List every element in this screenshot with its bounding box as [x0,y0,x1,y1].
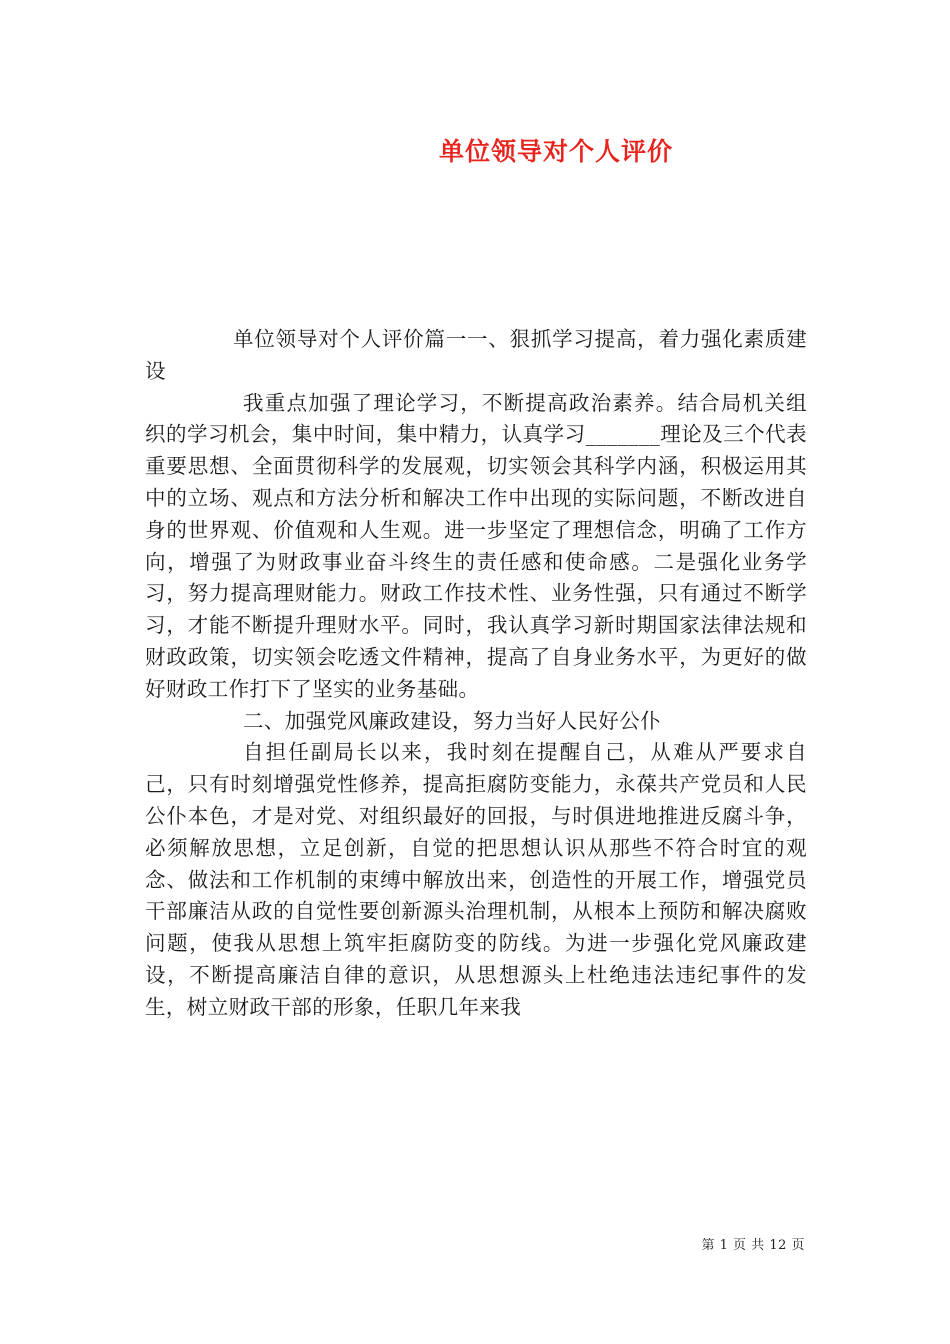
document-title: 单位领导对个人评价 [438,137,673,166]
paragraph-3: 自担任副局长以来，我时刻在提醒自己，从难从严要求自己，只有时刻增强党性修养，提高拒腐防变能力，永葆共产党员和人民公仆本色，才是对党、对组织最好的回报，与时俱进地推进反腐斗争，必须解放思想，立足创新，自觉的把思想认识从那些不符合时宜的观念、做法和工作机制的束缚中解放出来，创造性的开展工作，增强党员干部廉洁从政的自觉性要创新源头治理机制，从根本上预防和解决腐败问题，使我从思想上筑牢拒腐防变的防线。为进一步强化党风廉政建设，不断提高廉洁自律的意识，从思想源头上杜绝违法违纪事件的发生，树立财政干部的形象，任职几年来我 [145,740,807,1019]
paragraph-1: 单位领导对个人评价篇一一、狠抓学习提高，着力强化素质建设 [145,327,807,383]
document-body [145,324,807,1024]
section-heading-2: 二、加强党风廉政建设，努力当好人民好公仆 [243,708,661,733]
page-number-footer: 第 1 页 共 12 页 [701,1238,805,1253]
paragraph-2: 我重点加强了理论学习，不断提高政治素养。结合局机关组织的学习机会，集中时间，集中精力，认真学习_______理论及三个代表重要思想、全面贯彻科学的发展观，切实领会其科学内涵，积极运用其中的立场、观点和方法分析和解决工作中出现的实际问题，不断改进自身的世界观、价值观和人生观。进一步坚定了理想信念，明确了工作方向，增强了为财政事业奋斗终生的责任感和使命感。二是强化业务学习，努力提高理财能力。财政工作技术性、业务性强，只有通过不断学习，才能不断提升理财水平。同时，我认真学习新时期国家法律法规和财政政策，切实领会吃透文件精神，提高了自身业务水平，为更好的做好财政工作打下了坚实的业务基础。 [145,390,807,701]
